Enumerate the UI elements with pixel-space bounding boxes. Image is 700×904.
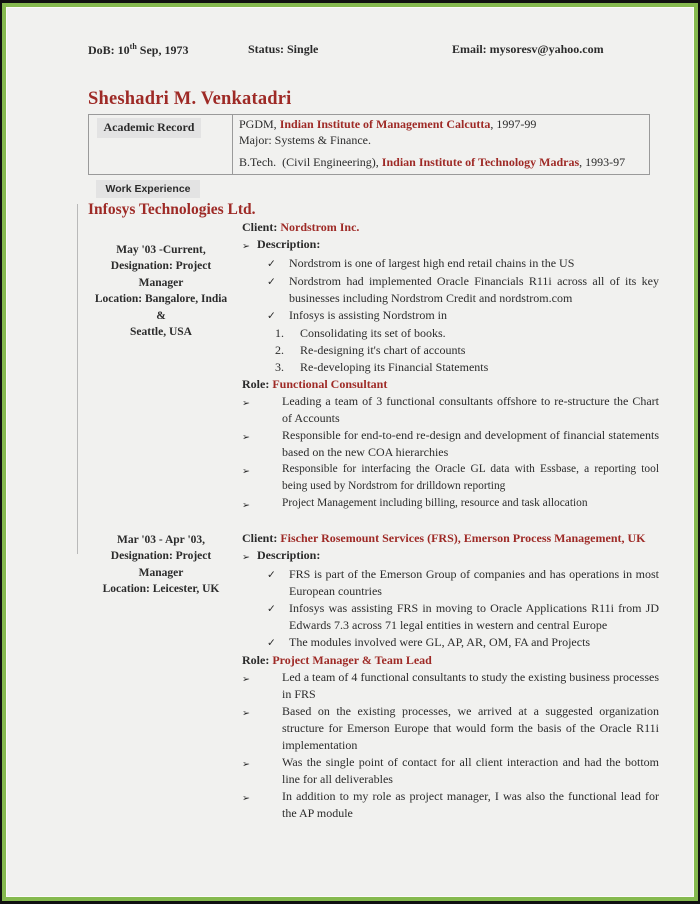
role-name: Functional Consultant	[272, 376, 388, 391]
check-bullet-icon: ✓	[267, 636, 276, 649]
bullet-text: Based on the existing processes, we arrived at a suggested organization structure for Emerson Europe that would form the basis of the Oracle R11i implementation	[282, 703, 659, 752]
section-divider-line	[77, 204, 78, 554]
degree-line-btech: B.Tech. (Civil Engineering), Indian Institute of Technology Madras, 1993-97	[239, 155, 626, 169]
job-meta	[88, 219, 234, 514]
role-bullet	[242, 461, 659, 495]
company-heading: Infosys Technologies Ltd.	[88, 200, 256, 218]
job-details	[234, 219, 659, 514]
academic-record-label: Academic Record	[97, 118, 201, 138]
email-text: Email: mysoresv@yahoo.com	[452, 42, 604, 56]
client-line	[242, 219, 659, 236]
dob-superscript: th	[129, 42, 137, 51]
description-label: Description:	[257, 236, 321, 251]
job-entry	[88, 219, 659, 514]
description-label: Description:	[257, 547, 321, 562]
check-bullet-icon: ✓	[267, 568, 276, 581]
arrow-bullet-icon: ➢	[242, 397, 250, 409]
degree-line-pgdm: PGDM, Indian Institute of Management Calcutta, 1997-99	[239, 117, 537, 131]
description-label-row	[242, 236, 659, 255]
numbered-text: Re-designing it's chart of accounts	[300, 342, 466, 357]
work-experience-label: Work Experience	[96, 180, 200, 198]
description-label-row	[242, 547, 659, 566]
header-info-row	[88, 42, 659, 58]
role-bullet	[242, 788, 659, 822]
bullet-text: Led a team of 4 functional consultants to study the existing business processes in FRS	[282, 669, 659, 701]
check-bullet-icon: ✓	[267, 602, 276, 615]
arrow-bullet-icon: ➢	[242, 673, 250, 685]
arrow-bullet-icon: ➢	[242, 551, 250, 563]
list-number: 2.	[275, 342, 284, 357]
arrow-bullet-icon: ➢	[242, 465, 250, 477]
job-location-line: Seattle, USA	[130, 326, 192, 338]
description-bullet	[267, 634, 659, 652]
role-bullet	[242, 754, 659, 788]
description-bullet	[267, 255, 659, 273]
description-bullet	[267, 273, 659, 307]
spacer	[239, 148, 643, 155]
bullet-text: Leading a team of 3 functional consultants offshore to re-structure the Chart of Accounts	[282, 393, 659, 425]
bullet-text: Infosys was assisting FRS in moving to Oracle Applications R11i from JD Edwards 7.3 across 71 legal entities in western and central Europe	[289, 600, 659, 632]
role-label: Role:	[242, 652, 270, 667]
role-bullet	[242, 427, 659, 461]
job-location-line: Location: Bangalore, India	[94, 293, 228, 305]
description-bullet	[267, 566, 659, 600]
school-name-highlight: Indian Institute of Technology Madras	[381, 155, 580, 169]
numbered-item	[275, 342, 659, 359]
role-line	[242, 652, 659, 669]
bullet-text: The modules involved were GL, AP, AR, OM, FA and Projects	[289, 634, 591, 649]
resume-page	[6, 7, 694, 897]
job-designation: Designation: Project Manager	[110, 260, 212, 289]
role-bullet	[242, 495, 659, 514]
list-number: 3.	[275, 359, 284, 374]
job-location-line: &	[156, 309, 166, 322]
bullet-text: FRS is part of the Emerson Group of companies and has operations in most European countries	[289, 566, 659, 598]
check-bullet-icon: ✓	[267, 275, 276, 288]
client-name: Fischer Rosemount Services (FRS), Emerson Process Management, UK	[280, 530, 646, 545]
numbered-text: Re-developing its Financial Statements	[300, 359, 489, 374]
arrow-bullet-icon: ➢	[242, 499, 250, 511]
job-entry	[88, 530, 659, 822]
job-details	[234, 530, 659, 822]
job-location-line: Location: Leicester, UK	[102, 583, 220, 595]
arrow-bullet-icon: ➢	[242, 240, 250, 252]
description-bullet	[267, 307, 659, 325]
job-designation: Designation: Project Manager	[110, 550, 212, 579]
bullet-text: In addition to my role as project manager, I was also the functional lead for the AP module	[282, 788, 659, 820]
arrow-bullet-icon: ➢	[242, 758, 250, 770]
bullet-text: Was the single point of contact for all client interaction and had the bottom line for all deliverables	[282, 754, 659, 786]
check-bullet-icon: ✓	[267, 309, 276, 322]
bullet-text: Nordstrom had implemented Oracle Financials R11i across all of its key businesses including Nordstrom Credit and nordstrom.com	[289, 273, 659, 305]
academic-record-label-cell	[89, 115, 233, 175]
role-bullet	[242, 393, 659, 427]
bullet-text: Project Management including billing, resource and task allocation	[282, 496, 588, 509]
bullet-text: Responsible for interfacing the Oracle GL data with Essbase, a reporting tool being used by Nordstrom for drilldown reporting	[282, 462, 659, 492]
client-line	[242, 530, 659, 547]
bullet-text: Infosys is assisting Nordstrom in	[289, 307, 448, 322]
numbered-item	[275, 325, 659, 342]
academic-record-details-cell	[233, 115, 650, 175]
client-label: Client:	[242, 219, 278, 234]
role-name: Project Manager & Team Lead	[272, 652, 432, 667]
check-bullet-icon: ✓	[267, 257, 276, 270]
school-name-highlight: Indian Institute of Management Calcutta	[279, 117, 491, 131]
bullet-text: Nordstrom is one of largest high end retail chains in the US	[289, 255, 575, 270]
arrow-bullet-icon: ➢	[242, 792, 250, 804]
role-label: Role:	[242, 376, 270, 391]
numbered-text: Consolidating its set of books.	[300, 325, 446, 340]
job-period: Mar '03 - Apr '03,	[116, 533, 206, 546]
academic-record-table	[88, 114, 650, 175]
degree-major-line: Major: Systems & Finance.	[239, 132, 371, 147]
numbered-item	[275, 359, 659, 376]
arrow-bullet-icon: ➢	[242, 431, 250, 443]
arrow-bullet-icon: ➢	[242, 707, 250, 719]
status-text: Status: Single	[248, 42, 319, 56]
list-number: 1.	[275, 325, 284, 340]
job-period: May '03 -Current,	[116, 243, 206, 256]
client-name: Nordstrom Inc.	[280, 219, 360, 234]
bullet-text: Responsible for end-to-end re-design and development of financial statements based on the new COA hierarchies	[282, 427, 659, 459]
role-line	[242, 376, 659, 393]
job-meta	[88, 530, 234, 822]
person-name-title: Sheshadri M. Venkatadri	[88, 89, 292, 109]
role-bullet	[242, 669, 659, 703]
description-bullet	[267, 600, 659, 634]
dob-text: DoB: 10th Sep, 1973	[88, 42, 189, 57]
client-label: Client:	[242, 530, 278, 545]
role-bullet	[242, 703, 659, 754]
